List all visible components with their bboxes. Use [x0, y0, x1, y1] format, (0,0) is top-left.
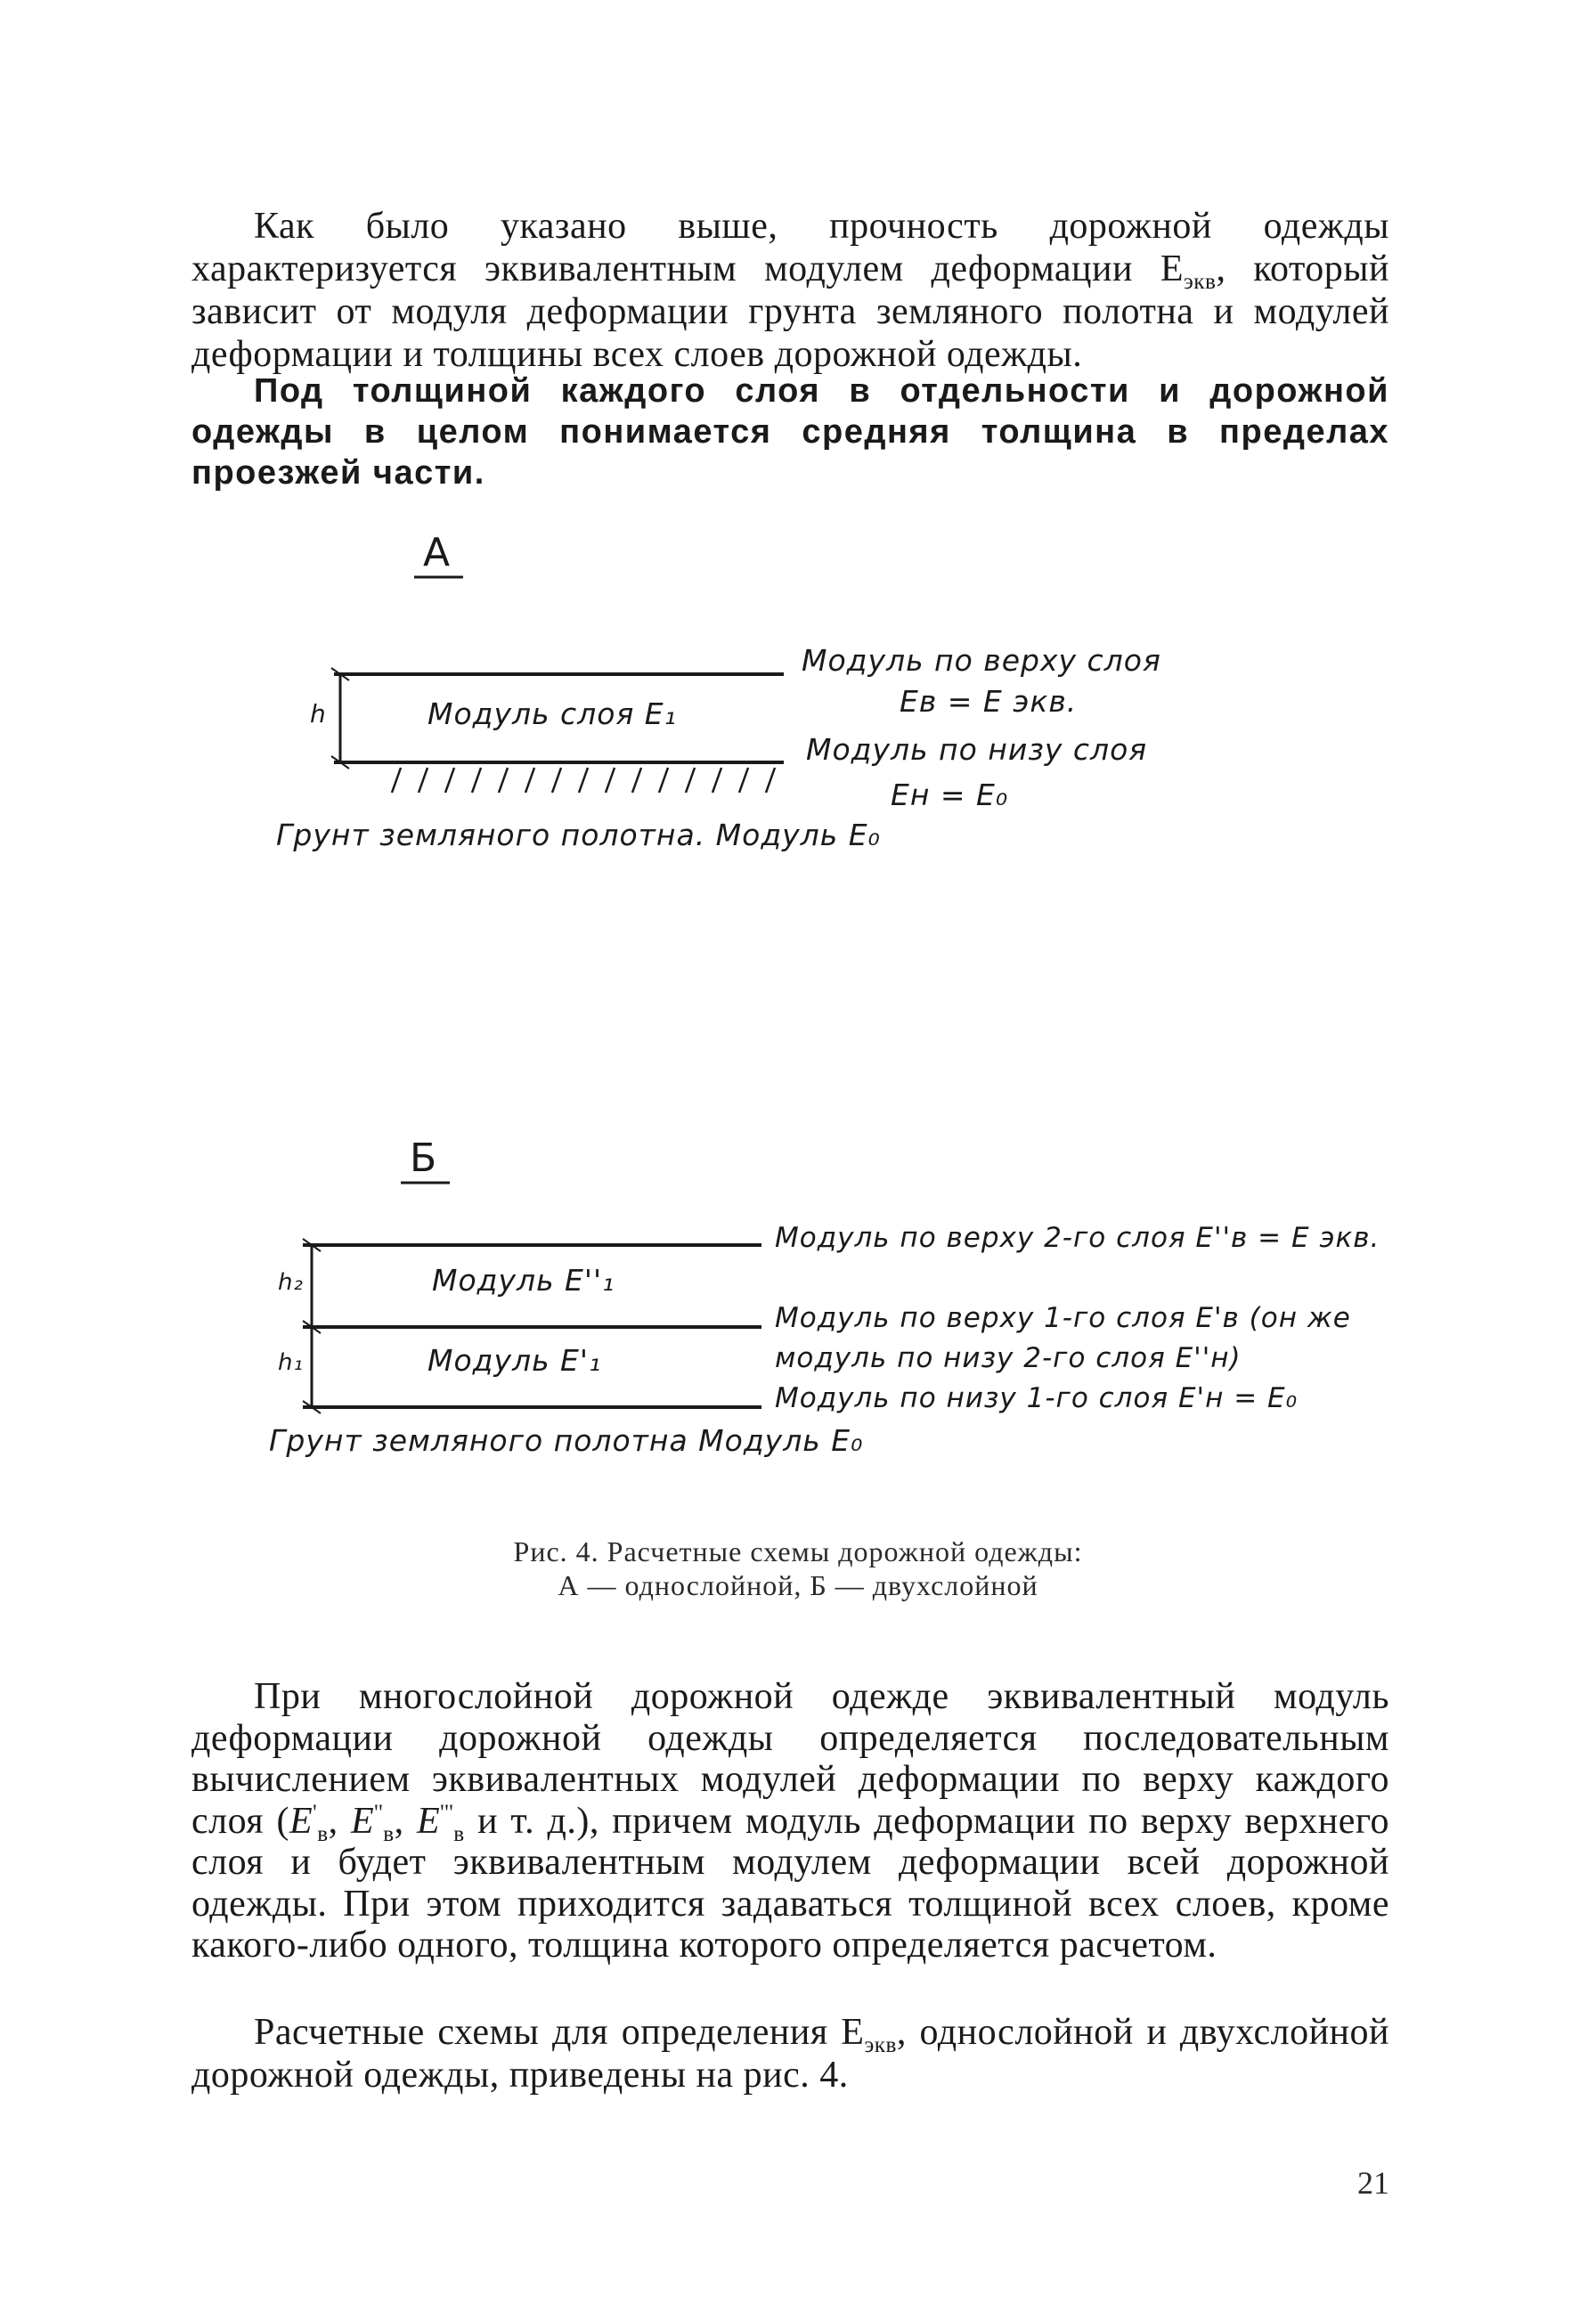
diagram-a-ground-label: Грунт земляного полотна. Модуль E₀ — [276, 818, 881, 852]
diagram-a-lines — [331, 577, 784, 793]
diagram-b-label: Б — [410, 1136, 438, 1181]
diagram-b-middle-label-2: модуль по низу 2-го слоя E''н) — [775, 1342, 1242, 1374]
figure-caption-line-2: А — однослойной, Б — двухслойной — [558, 1569, 1038, 1601]
paragraph-1: Как было указано выше, прочность дорожной одежды характеризуется эквивалентным модулем деформации $Е_{экв}$, который зависит от модуля деформации грунта земляного полотна и модулей деформации и толщины всех слоев дорожной одежды. — [191, 206, 1389, 375]
diagram-b-layer2-label: Модуль E''₁ — [432, 1263, 615, 1298]
diagram-b-layer1-label: Модуль E'₁ — [428, 1343, 602, 1378]
diagram-a-thickness-label: h — [310, 699, 327, 729]
diagram-a-layer-label: Модуль слоя E₁ — [428, 696, 677, 731]
diagram-b-bottom-label: Модуль по низу 1-го слоя E'н = E₀ — [775, 1382, 1299, 1414]
diagram-b-top-label: Модуль по верху 2-го слоя E''в = E экв. — [775, 1222, 1380, 1254]
diagram-a-top-label-2: Eв = E экв. — [900, 684, 1078, 719]
paragraph-4: Расчетные схемы для определения $Е_{экв}$, однослойной и двухслойной дорожной одежды, приведены на рис. 4. — [191, 2012, 1389, 2096]
diagram-b-ground-label: Грунт земляного полотна Модуль E₀ — [269, 1423, 864, 1458]
diagram-b-middle-label-1: Модуль по верху 1-го слоя E'в (он же — [775, 1302, 1351, 1334]
paragraph-3: При многослойной дорожной одежде эквивалентный модуль деформации дорожной одежды определяется последовательным вычислением эквивалентных модулей деформации по верху каждого слоя ($E'_в$, $E''_в$, $E'''_в$ и т. д.), причем модуль деформации по верху верхнего слоя и будет эквивалентным модулем деформации всей дорожной одежды. При этом приходится задаваться толщиной всех слоев, кроме какого-либо одного, толщина которого определяется расчетом. — [191, 1676, 1390, 1966]
paragraph-2-bold: Под толщиной каждого слоя в отдельности и дорожной одежды в целом понимается средняя толщина в пределах проезжей части. — [191, 372, 1389, 492]
page-number: 21 — [1357, 2165, 1389, 2201]
diagram-b-h2-label: h₂ — [278, 1269, 304, 1296]
diagram-a-hatching — [392, 768, 775, 793]
diagram-a-bottom-label-2: Eн = E₀ — [891, 777, 1009, 812]
figure-caption-line-1: Рис. 4. Расчетные схемы дорожной одежды: — [513, 1535, 1083, 1567]
diagram-b-lines — [303, 1183, 761, 1413]
diagram-a-top-label-1: Модуль по верху слоя — [802, 643, 1161, 678]
diagram-a-bottom-label-1: Модуль по низу слоя — [806, 732, 1148, 767]
diagram-b-h1-label: h₁ — [278, 1349, 304, 1376]
diagram-a-label: А — [423, 530, 452, 575]
